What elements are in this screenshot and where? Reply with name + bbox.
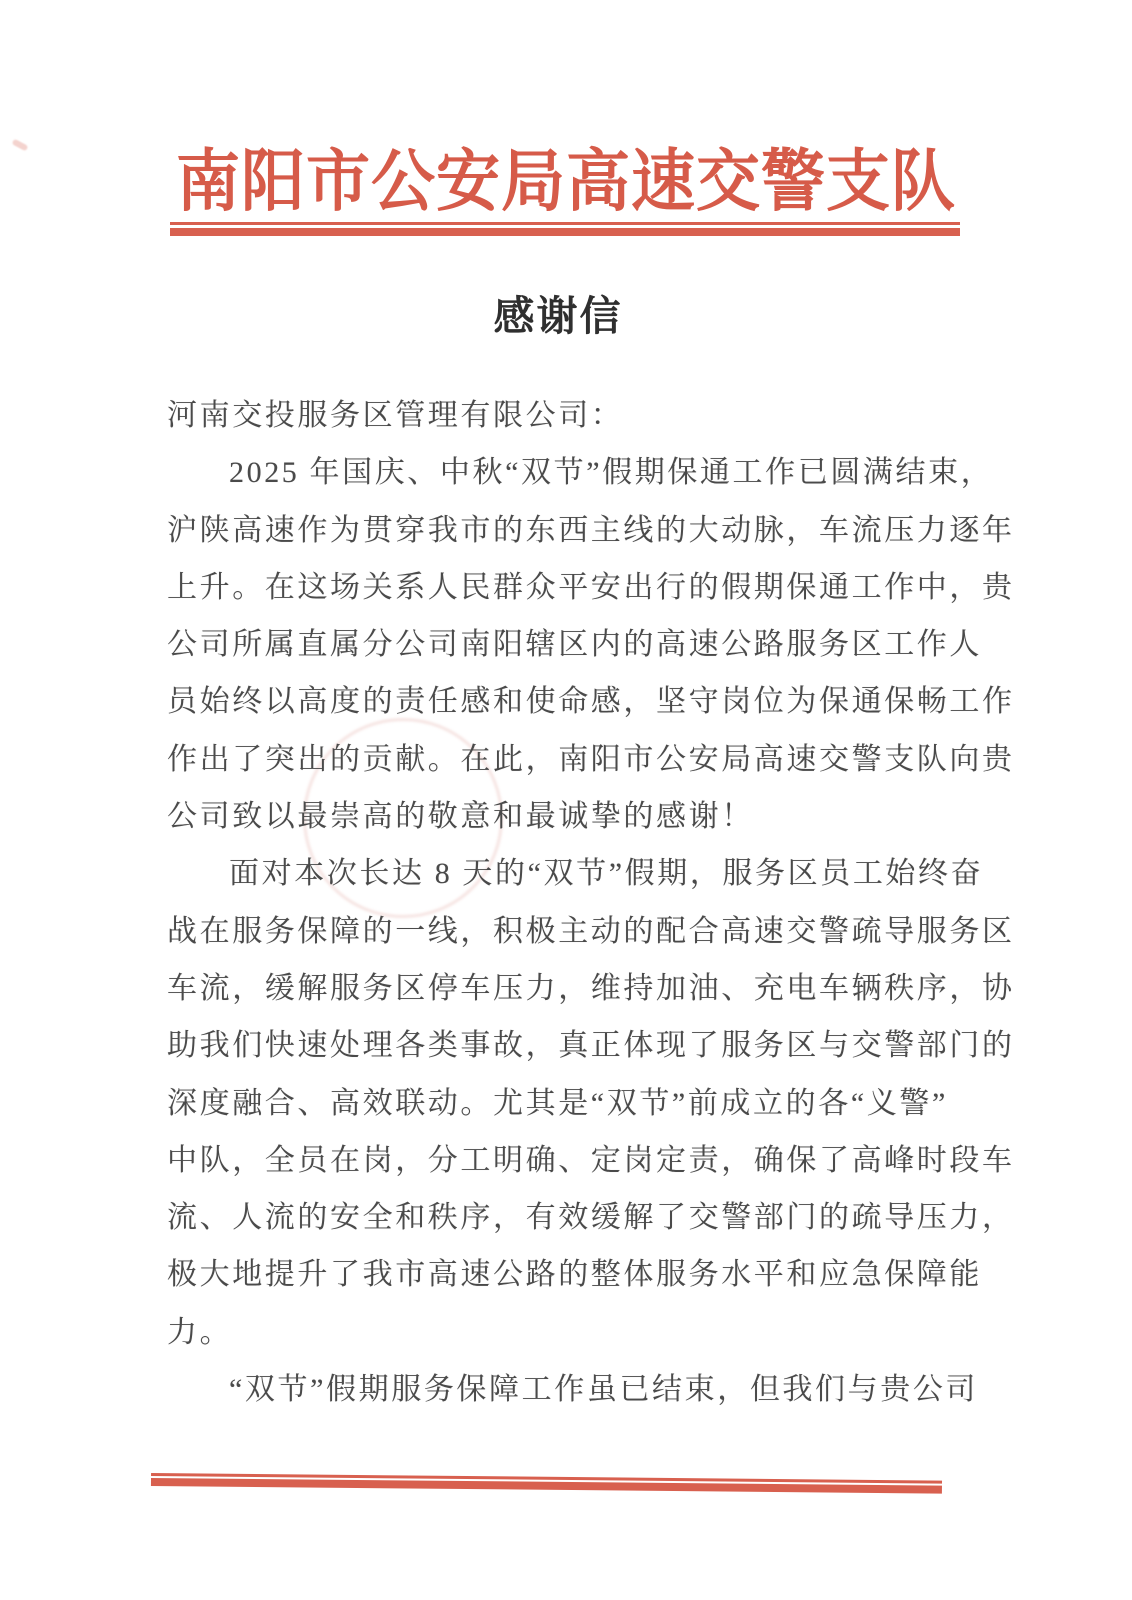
letter-line: 沪陕高速作为贯穿我市的东西主线的大动脉，车流压力逐年 [167,513,1015,547]
letter-line: 深度融合、高效联动。尤其是“双节”前成立的各“义警” [167,1086,948,1120]
letter-line: 极大地提升了我市高速公路的整体服务水平和应急保障能 [167,1258,982,1292]
letterhead-title: 南阳市公安局高速交警支队 [176,144,956,220]
letter-body [167,387,1015,1418]
letter-line: 面对本次长达 8 天的“双节”假期，服务区员工始终奋 [229,857,984,891]
letter-line: 助我们快速处理各类事故，真正体现了服务区与交警部门的 [167,1029,1015,1063]
letter-title: 感谢信 [493,293,623,339]
letter-line: 河南交投服务区管理有限公司： [167,399,624,432]
letter-line: 上升。在这场关系人民群众平安出行的假期保通工作中，贵 [167,570,1015,604]
letter-line: 公司致以最崇高的敬意和最诚挚的感谢！ [167,800,754,834]
letter-line: “双节”假期服务保障工作虽已结束，但我们与贵公司 [229,1373,979,1407]
divider-thick-line [170,228,960,236]
letter-line: 战在服务保障的一线，积极主动的配合高速交警疏导服务区 [167,914,1015,948]
footer-divider [151,1473,942,1494]
scan-artifact-mark [12,139,29,152]
letter-line: 2025 年国庆、中秋“双节”假期保通工作已圆满结束， [229,456,994,490]
letter-line: 流、人流的安全和秩序，有效缓解了交警部门的疏导压力， [167,1201,1015,1235]
letter-line: 中队，全员在岗，分工明确、定岗定责，确保了高峰时段车 [167,1143,1015,1177]
letter-line: 公司所属直属分公司南阳辖区内的高速公路服务区工作人 [167,628,982,662]
letter-line: 作出了突出的贡献。在此，南阳市公安局高速交警支队向贵 [167,742,1015,776]
letterhead-divider [170,222,960,236]
letter-line: 员始终以高度的责任感和使命感，坚守岗位为保通保畅工作 [167,685,1015,719]
letter-line: 车流，缓解服务区停车压力，维持加油、充电车辆秩序，协 [167,971,1015,1005]
letter-line: 力。 [167,1315,233,1349]
